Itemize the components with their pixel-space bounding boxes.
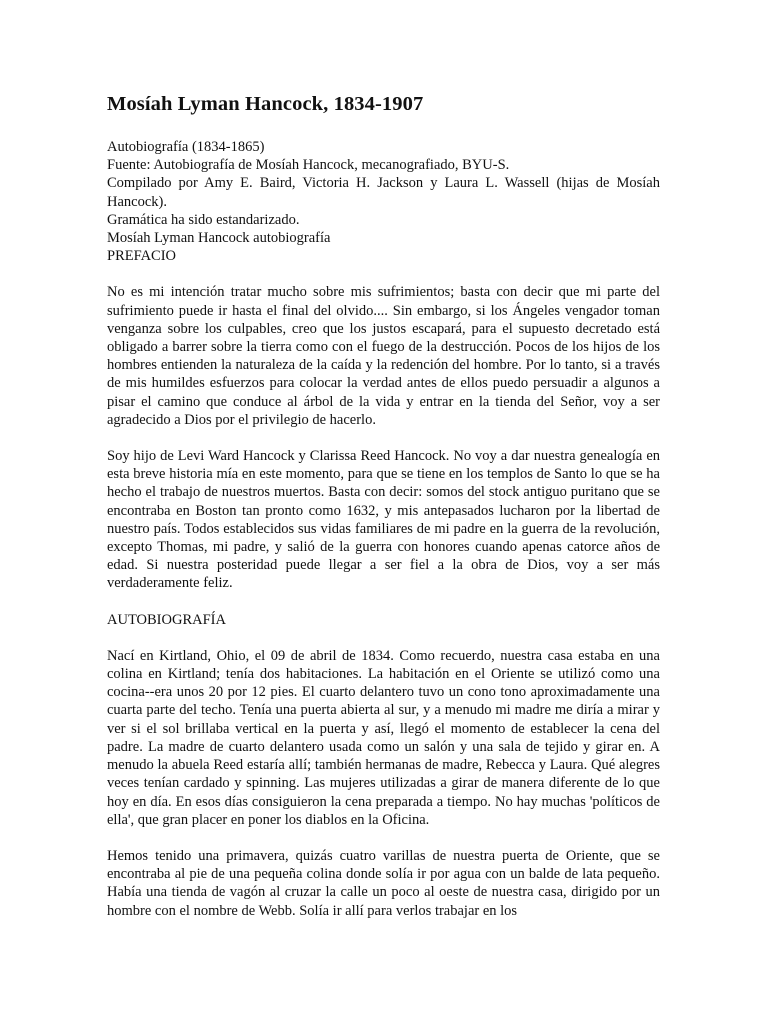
autobiography-heading: AUTOBIOGRAFÍA bbox=[107, 611, 226, 628]
document-page bbox=[107, 90, 660, 920]
document-title: Mosíah Lyman Hancock, 1834-1907 bbox=[107, 93, 424, 115]
autobiography-paragraph-1: Nací en Kirtland, Ohio, el 09 de abril de 1834. Como recuerdo, nuestra casa estaba en una colina en Kirtland; tenía dos habitaciones. La habitación en el Oriente se utilizó como una cocina--era unos 20 por 12 pies. El cuarto delantero tuvo un cono tono aproximadamente una cuarta parte del techo. Tenía una puerta abierta al sur, y a menudo mi madre me diría a mirar y ver si el sol brillaba vertical en la puerta y así, llegó el momento de establecer la cena del padre. La madre de cuarto delantero usada como un salón y una sala de tejido y girar en. A menudo la abuela Reed estaría allí; también hermanas de madre, Rebecca y Laura. Qué alegres veces tenían cardado y spinning. Las mujeres utilizadas a girar de manera diferente de lo que hoy en día. En esos días consiguieron la cena preparada a tiempo. No hay muchas 'políticos de ella', que gran placer en poner los diablos en la Oficina. bbox=[107, 647, 660, 828]
autobiography-paragraph-2: Hemos tenido una primavera, quizás cuatro varillas de nuestra puerta de Oriente, que se encontraba al pie de una pequeña colina donde solía ir por agua con un balde de lata pequeño. Había una tienda de vagón al cruzar la calle un poco al oeste de nuestra casa, dirigido por un hombre con el nombre de Webb. Solía ir allí para verlos trabajar en los bbox=[107, 847, 660, 919]
preface-paragraph-2: Soy hijo de Levi Ward Hancock y Clarissa Reed Hancock. No voy a dar nuestra genealogía en esta breve historia mía en este momento, para que se tiene en los templos de Santo lo que se ha hecho el trabajo de nuestros muertos. Basta con decir: somos del stock antiguo puritano que se encontraba en Boston tan pronto como 1632, y mis antepasados lucharon por la libertad de nuestro país. Todos establecidos sus vidas familiares de mi padre en la guerra de la revolución, excepto Thomas, mi padre, y salió de la guerra con honores cuando apenas catorce años de edad. Si nuestra posteridad puede llegar a ser fiel a la obra de Dios, voy a ser más verdaderamente feliz. bbox=[107, 448, 660, 592]
meta-source: Fuente: Autobiografía de Mosíah Hancock, mecanografiado, BYU-S. bbox=[107, 157, 510, 174]
meta-autobiography-dates: Autobiografía (1834-1865) bbox=[107, 139, 265, 155]
meta-grammar-note: Gramática ha sido estandarizado. bbox=[107, 211, 300, 228]
preface-paragraph-1: No es mi intención tratar mucho sobre mis sufrimientos; basta con decir que mi parte del sufrimiento puede ir hasta el final del olvido.... Sin embargo, si los Ángeles vengador toman venganza sobre los culpables, creo que los justos escapará, para el supuesto decretado está obligado a barrer sobre la tierra como con el fuego de la destrucción. Pocos de los hijos de los hombres entienden la naturaleza de la caída y la redención del hombre. Por lo tanto, si a través de mis humildes esfuerzos para colocar la verdad antes de ellos puedo persuadir a algunos a pisar el camino que conduce al árbol de la vida y entrar en la tienda del Señor, voy a ser agradecido a Dios por el privilegio de hacerlo. bbox=[107, 284, 660, 428]
meta-work-title: Mosíah Lyman Hancock autobiografía bbox=[107, 230, 331, 247]
meta-compiled-by: Compilado por Amy E. Baird, Victoria H. Jackson y Laura L. Wassell (hijas de Mosíah Hancock). bbox=[107, 175, 660, 210]
preface-heading: PREFACIO bbox=[107, 248, 177, 265]
document-metadata bbox=[107, 138, 660, 265]
